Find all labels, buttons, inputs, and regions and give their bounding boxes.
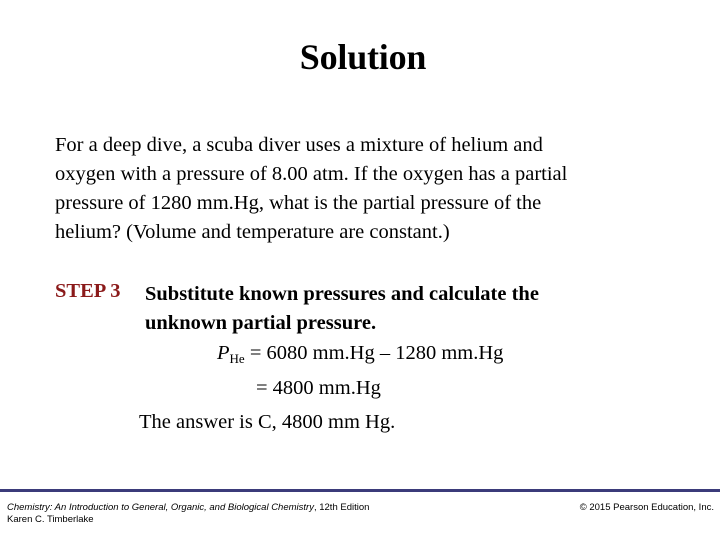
book-author: Karen C. Timberlake xyxy=(7,513,94,525)
pressure-symbol: P xyxy=(217,342,230,364)
problem-statement xyxy=(55,131,695,247)
answer-text: The answer is C, 4800 mm Hg. xyxy=(139,411,396,433)
book-edition: , 12th Edition xyxy=(313,502,370,513)
step-line: Substitute known pressures and calculate the xyxy=(145,283,539,305)
problem-line: helium? (Volume and temperature are constant.) xyxy=(55,221,450,243)
step-line: unknown partial pressure. xyxy=(145,312,377,334)
equation-rhs: = 6080 mm.Hg – 1280 mm.Hg xyxy=(249,342,504,364)
slide-title: Solution xyxy=(299,37,427,77)
footer-citation xyxy=(7,502,369,525)
footer-divider xyxy=(0,489,720,492)
equation-line-2: = 4800 mm.Hg xyxy=(256,377,381,399)
pressure-subscript: He xyxy=(229,351,245,366)
step-label: STEP 3 xyxy=(55,280,121,302)
equation-line-1 xyxy=(217,342,503,367)
problem-line: For a deep dive, a scuba diver uses a mixture of helium and xyxy=(55,134,543,156)
problem-line: oxygen with a pressure of 8.00 atm. If the oxygen has a partial xyxy=(55,163,568,185)
copyright-notice: © 2015 Pearson Education, Inc. xyxy=(579,502,714,513)
problem-line: pressure of 1280 mm.Hg, what is the partial pressure of the xyxy=(55,192,542,214)
step-description xyxy=(145,280,539,338)
book-title: Chemistry: An Introduction to General, Organic, and Biological Chemistry xyxy=(7,502,314,513)
